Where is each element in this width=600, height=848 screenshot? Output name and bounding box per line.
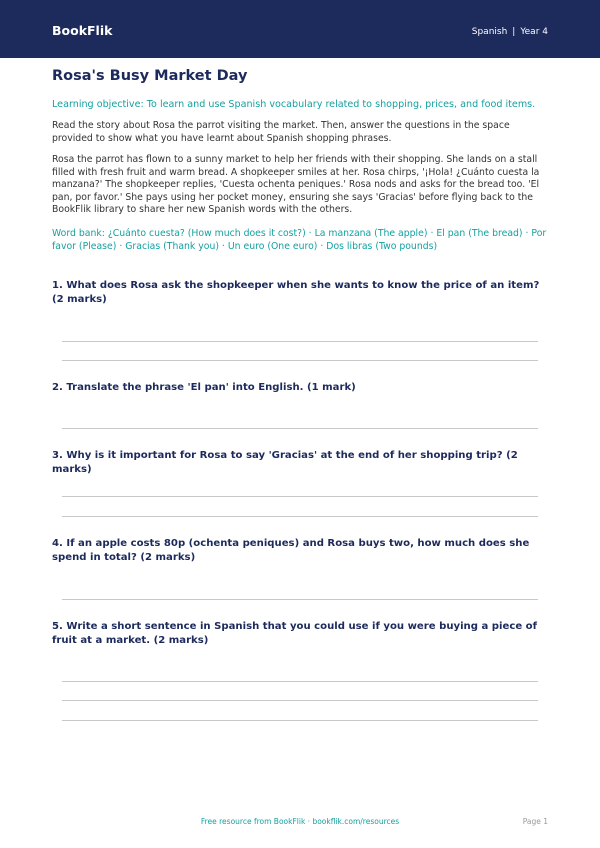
subject-label: Spanish — [471, 27, 508, 37]
year-label: Year 4 — [520, 27, 548, 37]
question-1: 1. What does Rosa ask the shopkeeper when she wants to know the price of an item? (2 marks) — [52, 280, 540, 305]
answer-line[interactable] — [62, 681, 538, 682]
learning-objective: Learning objective: To learn and use Spanish vocabulary related to shopping, prices, and food items. — [52, 99, 536, 110]
page-number: Page 1 — [522, 817, 548, 826]
answer-line[interactable] — [62, 700, 538, 701]
instructions-paragraph: Read the story about Rosa the parrot visiting the market. Then, answer the questions in the space provided to show what you have learnt about Spanish shopping phrases. — [52, 120, 510, 144]
question-2: 2. Translate the phrase 'El pan' into English. (1 mark) — [52, 382, 356, 393]
footer-text: Free resource from BookFlik · bookflik.com/resources — [200, 817, 400, 826]
header-bar — [0, 0, 600, 58]
answer-line[interactable] — [62, 496, 538, 497]
answer-line[interactable] — [62, 360, 538, 361]
answer-line[interactable] — [62, 720, 538, 721]
story-paragraph: Rosa the parrot has flown to a sunny market to help her friends with their shopping. She lands on a stall filled with fresh fruit and warm bread. A shopkeeper smiles at her. Rosa chirps, '¡Hola! ¿Cuánto cuesta la manzana?' The shopkeeper replies, 'Cuesta ochenta peniques.' Rosa nods and asks for the bread too. 'El pan, por favor.' She pays using her pocket money, ensuring she says 'Gracias' before flying back to the BookFlik library to share her new Spanish words with the others. — [52, 154, 540, 215]
answer-line[interactable] — [62, 428, 538, 429]
brand-logo-text: BookFlik — [52, 23, 113, 38]
answer-line[interactable] — [62, 341, 538, 342]
question-3: 3. Why is it important for Rosa to say 'Gracias' at the end of her shopping trip? (2 marks) — [52, 450, 518, 475]
page-title: Rosa's Busy Market Day — [52, 68, 248, 84]
question-5: 5. Write a short sentence in Spanish that you could use if you were buying a piece of fruit at a market. (2 marks) — [52, 621, 538, 646]
worksheet-intro — [52, 64, 548, 253]
question-4: 4. If an apple costs 80p (ochenta peniques) and Rosa buys two, how much does she spend in total? (2 marks) — [52, 538, 530, 563]
meta-separator: | — [512, 27, 516, 37]
subject-year-label — [472, 27, 548, 37]
answer-line[interactable] — [62, 516, 538, 517]
answer-line[interactable] — [62, 599, 538, 600]
word-bank: Word bank: ¿Cuánto cuesta? (How much does it cost?) · La manzana (The apple) · El pan (The bread) · Por favor (Please) · Gracias (Thank you) · Un euro (One euro) · Dos libras (Two pounds) — [52, 227, 547, 252]
